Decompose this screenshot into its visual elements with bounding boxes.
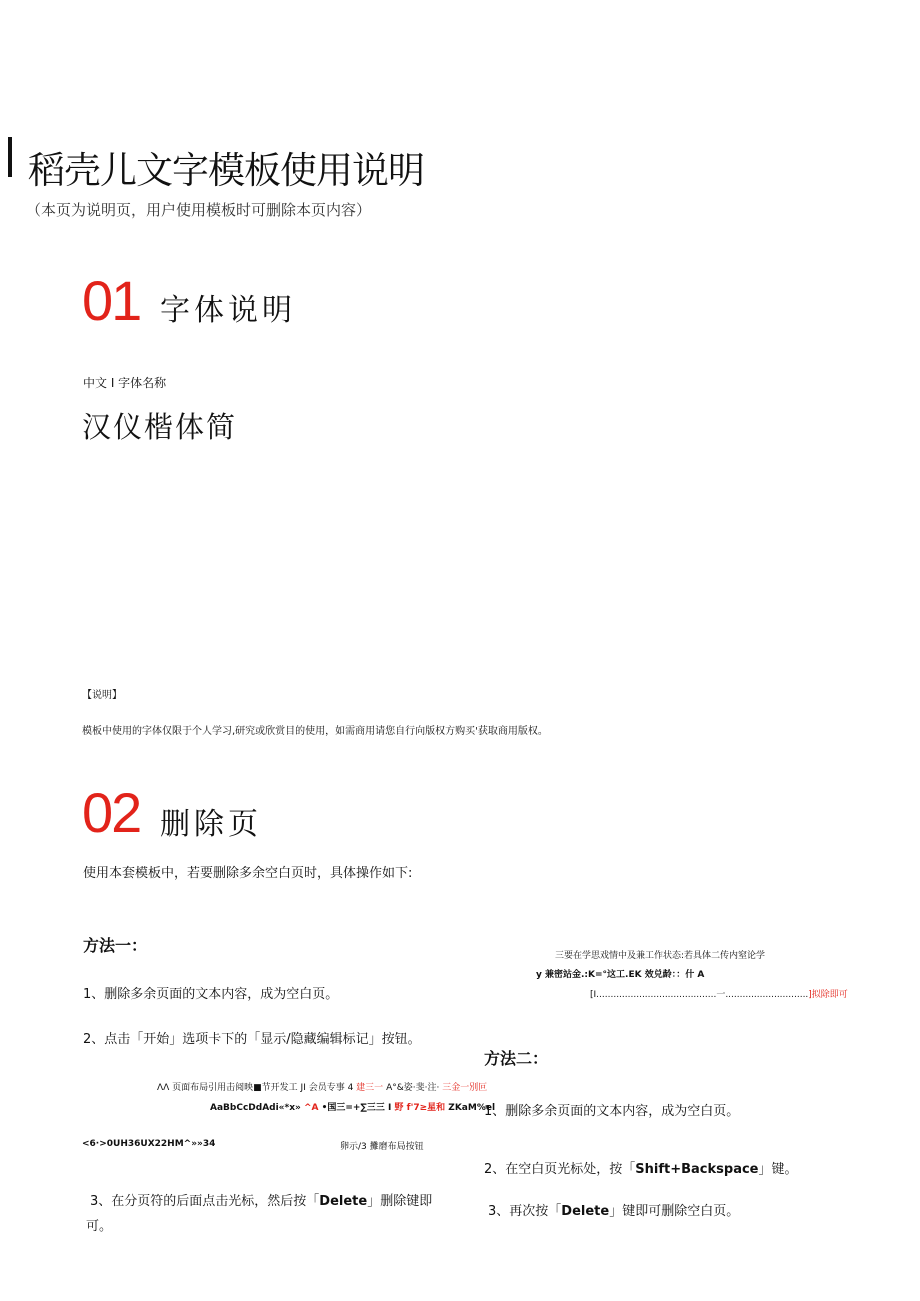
screenshot-line-3 [590, 987, 848, 1000]
ribbon-text: 野 f'7≥星和 [394, 1103, 446, 1113]
note-text: 模板中使用的字体仅限于个人学习,研究或欣赏目的使用，如需商用请您自行向版权方购买'获取商用版权。 [82, 726, 548, 737]
method1-step2: 2、点击「开始」选项卡下的「显示/隐藏编辑标记」按钮。 [83, 1032, 421, 1047]
ribbon-text: •国三=+∑三三 I [321, 1103, 392, 1113]
method1-title: 方法一： [83, 936, 148, 955]
title-accent-bar [8, 137, 12, 177]
key-name: Delete [561, 1204, 610, 1219]
ribbon-text: AaBbCcDdAdi«*x» [210, 1103, 301, 1113]
step-text: 3、再次按「 [488, 1204, 562, 1219]
screenshot-line-2: y 兼密站金.:K=°这工.EK 效兑龄：：什 A [536, 970, 705, 980]
ribbon-text: ΛΛ 页面布局引用击阅映■节开发工 JI 会员专事 4 [157, 1083, 354, 1093]
method1-step3 [90, 1190, 432, 1209]
ribbon-line-3a: <6·>0UH36UX22HM^»»34 [82, 1139, 216, 1149]
key-name: Delete [319, 1194, 368, 1209]
section2-number: 02 [82, 781, 141, 844]
ribbon-line-1 [157, 1080, 487, 1093]
ribbon-text: 三金一別叵 [442, 1083, 488, 1093]
ribbon-text: ZKaM%el [448, 1103, 496, 1113]
section2-title: 删除页 [160, 807, 262, 842]
ribbon-text: ^A [303, 1103, 319, 1113]
step-text: 」删除键即 [367, 1194, 433, 1209]
note-label: 【说明】 [82, 690, 122, 701]
method2-title: 方法二： [484, 1049, 549, 1068]
screenshot-text: [I..........................................一............................. [590, 990, 809, 1000]
method2-step3 [488, 1200, 739, 1219]
section1-number: 01 [82, 269, 141, 332]
section1-title: 字体说明 [160, 293, 296, 328]
method1-step3-cont: 可。 [86, 1219, 113, 1234]
font-name: 汉仪楷体简 [82, 410, 238, 444]
screenshot-line-1: 三要在学思戏情中及兼工作状态:若具体二传内窒论学 [555, 951, 766, 961]
method1-step1: 1、删除多余页面的文本内容，成为空白页。 [83, 987, 339, 1002]
method2-step2 [484, 1158, 798, 1177]
step-text: 」键。 [758, 1162, 798, 1177]
font-label: 中文 I 字体名称 [83, 376, 167, 390]
ribbon-text: A°&姿·斐·注· [386, 1083, 440, 1093]
method2-step1: 1、删除多余页面的文本内容，成为空白页。 [484, 1104, 740, 1119]
ribbon-text: 建三一 [356, 1083, 384, 1093]
screenshot-text: ]拟除即可 [808, 990, 848, 1000]
step-text: 」键即可删除空白页。 [609, 1204, 740, 1219]
step-text: 2、在空白页光标处，按「 [484, 1162, 636, 1177]
ribbon-line-3b: 卵示/3 攤磨布局按钮 [340, 1142, 424, 1152]
key-name: Shift+Backspace [635, 1162, 759, 1177]
step-text: 3、在分页符的后面点击光标，然后按「 [90, 1194, 320, 1209]
page-title: 稻壳儿文字模板使用说明 [28, 149, 424, 192]
page-subtitle: （本页为说明页，用户使用模板时可删除本页内容） [26, 201, 372, 219]
ribbon-line-2 [210, 1100, 495, 1113]
section2-intro: 使用本套模板中，若要删除多余空白页时，具体操作如下: [83, 866, 413, 881]
